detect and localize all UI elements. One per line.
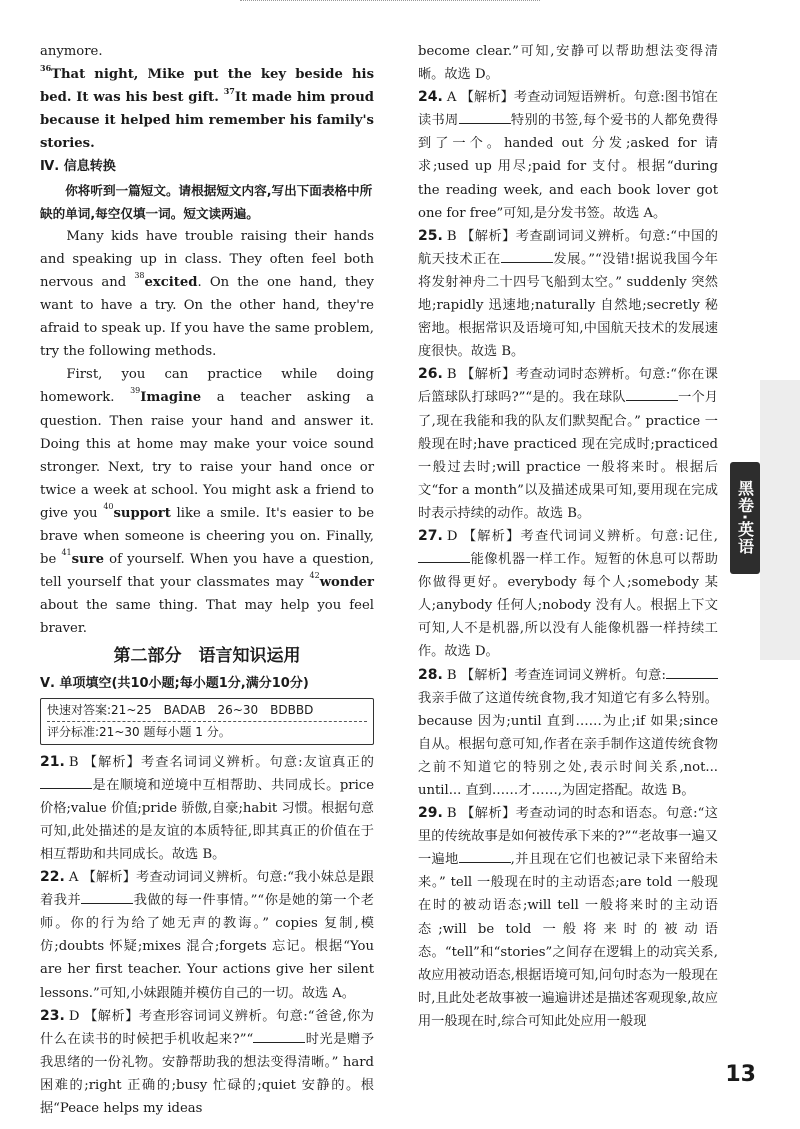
question-26: 26. B 【解析】考查动词时态辨析。句意:“你在课后篮球队打球吗?”“是的。我在球队 一个月了,现在我能和我的队友们默契配合。” practice 一般现在时;have practiced 现在完成时;practiced 一般过去时;will practice 一般将来时。根据后文“for a month”以及描述成果可知,要用现在完成时表示持续的动作。故选 B。: [418, 366, 718, 521]
question-25: 25. B 【解析】考查副词词义辨析。句意:“中国的航天技术正在 发展。”“没错!据说我国今年将发射神舟二十四号飞船到太空。” suddenly 突然地;rapidly 迅速地;naturally 自然地;secretly 秘密地。根据常识及语境可知,中国航天技术的发展速度很快。故选 B。: [418, 227, 718, 360]
part-2-title: 第二部分 语言知识运用: [113, 646, 301, 667]
answer-blank: [81, 890, 133, 904]
continued-text: anymore.: [40, 44, 103, 59]
page-number: 13: [725, 1062, 756, 1087]
question-21: 21. B 【解析】考查名词词义辨析。句意:友谊真正的是在顺境和逆境中互相帮助、共同成长。price 价格;value 价值;pride 骄傲,自豪;habit 习惯。根据句意可知,此处描述的是友谊的本质特征,即其真正的价值在于相互帮助和共同成长。故选 B。: [40, 753, 374, 862]
question-23: 23. D 【解析】考查形容词词义辨析。句意:“爸爸,你为什么在读书的时候把手机收起来?”“ 时光是赠予我思绪的一份礼物。安静帮助我的想法变得清晰。” hard 困难的;right 正确的;busy 忙碌的;quiet 安静的。根据“Peace helps my ideas: [40, 1007, 375, 1117]
section-4-instruction: 你将听到一篇短文。请根据短文内容,写出下面表格中所缺的单词,每空仅填一词。短文读两遍。: [40, 182, 373, 221]
left-column: [40, 40, 374, 1120]
answer-blank: [501, 249, 553, 263]
answer-blank: [418, 549, 470, 563]
section-4-title: Ⅳ. 信息转换: [40, 159, 116, 175]
question-23-continued: become clear.”可知,安静可以帮助想法变得清晰。故选 D。: [418, 44, 718, 83]
right-column: [418, 40, 718, 1033]
question-27: 27. D 【解析】考查代词词义辨析。句意:记住,能像机器一样工作。短暂的休息可以帮助你做得更好。everybody 每个人;somebody 某人;anybody 任何人;nobody 没有人。根据上下文可知,人不是机器,所以没有人能像机器一样持续工作。故选 D。: [418, 527, 718, 660]
question-24: 24. A 【解析】考查动词短语辨析。句意:图书馆在读书周 特别的书签,每个爱书的人都免费得到了一个。handed out 分发;asked for 请求;used up 用尽;paid for 支付。根据“during the reading week, and each book lover got one for free”可知,是分发书签。故选 A。: [418, 89, 718, 221]
answer-blank: [459, 110, 511, 124]
subject-side-tab: 黑卷·英语: [730, 462, 760, 574]
question-22: 22. A 【解析】考查动词词义辨析。句意:“我小妹总是跟着我并 我做的每一件事情。”“你是她的第一个老师。你的行为给了她无声的教诲。” copies 复制,模仿;doubts 怀疑;mixes 混合;forgets 忘记。根据“You are her first teacher. Your actions give her silent lessons.”可知,小妹跟随并模仿自己的一切。故选 A。: [40, 869, 374, 1001]
question-28: 28. B 【解析】考查连词词义辨析。句意:我亲手做了这道传统食物,我才知道它有多么特别。because 因为;until 直到……为止;if 如果;since 自从。根据句意可知,作者在亲手制作这道传统食物之前不知道它的特别之处,表示时间关系,not... until... 直到……才……,为固定搭配。故选 B。: [418, 666, 718, 798]
answer-key-line: 快速对答案:21~25 BADAB 26~30 BDBBD: [47, 700, 367, 722]
answer-key-box: [40, 698, 374, 745]
answer-blank: [459, 849, 511, 863]
score-standard-line: 评分标准:21~30 题每小题 1 分。: [47, 724, 231, 739]
answer-blank: [626, 387, 678, 401]
side-strip: [760, 380, 800, 660]
passage-paragraph-2: First, you can practice while doing homework. $^{39}$Imagine a teacher asking a question. Then raise your hand and answer it. Doing this at home may make your voice sound stronger. Next, try to raise your hand once or twice a week at school. You might ask a friend to give you $^{40}$support like a smile. It's easier to be brave when someone is cheering you on. Finally, be $^{41}$sure of yourself. When you have a question, tell yourself that your classmates may $^{42}$wonder about the same thing. That may help you feel braver.: [40, 367, 374, 637]
sentence-36: $^{36}$That night, Mike put the key beside his bed. It was his best gift. $^{37}$It made him proud because it helped him remember his family's stories.: [40, 63, 375, 152]
answer-blank: [666, 665, 718, 679]
answer-blank: [253, 1029, 305, 1043]
passage-paragraph-1: Many kids have trouble raising their hands and speaking up in class. They often feel both nervous and $^{38}$excited. On the one hand, they want to have a try. On the other hand, they're afraid to speak up. If you have the same problem, try the following methods.: [40, 228, 374, 360]
answer-blank: [40, 775, 92, 789]
question-29: 29. B 【解析】考查动词的时态和语态。句意:“这里的传统故事是如何被传承下来的?”“老故事一遍又一遍地 ,并且现在它们也被记录下来留给未来。” tell 一般现在时的主动语态;are told 一般现在时的被动语态;will tell 一般将来时的主动语态;will be told 一般将来时的被动语态。“tell”和“stories”之间存在逻辑上的动宾关系,故应用被动语态,根据语境可知,问句时态为一般现在时,且此处老故事被一遍遍讲述是描述客观现象,故应用一般现在时,综合可知此处应用一般现: [418, 805, 718, 1029]
section-5-title: Ⅴ. 单项填空(共10小题;每小题1分,满分10分): [40, 675, 309, 691]
top-rule: [240, 0, 540, 4]
